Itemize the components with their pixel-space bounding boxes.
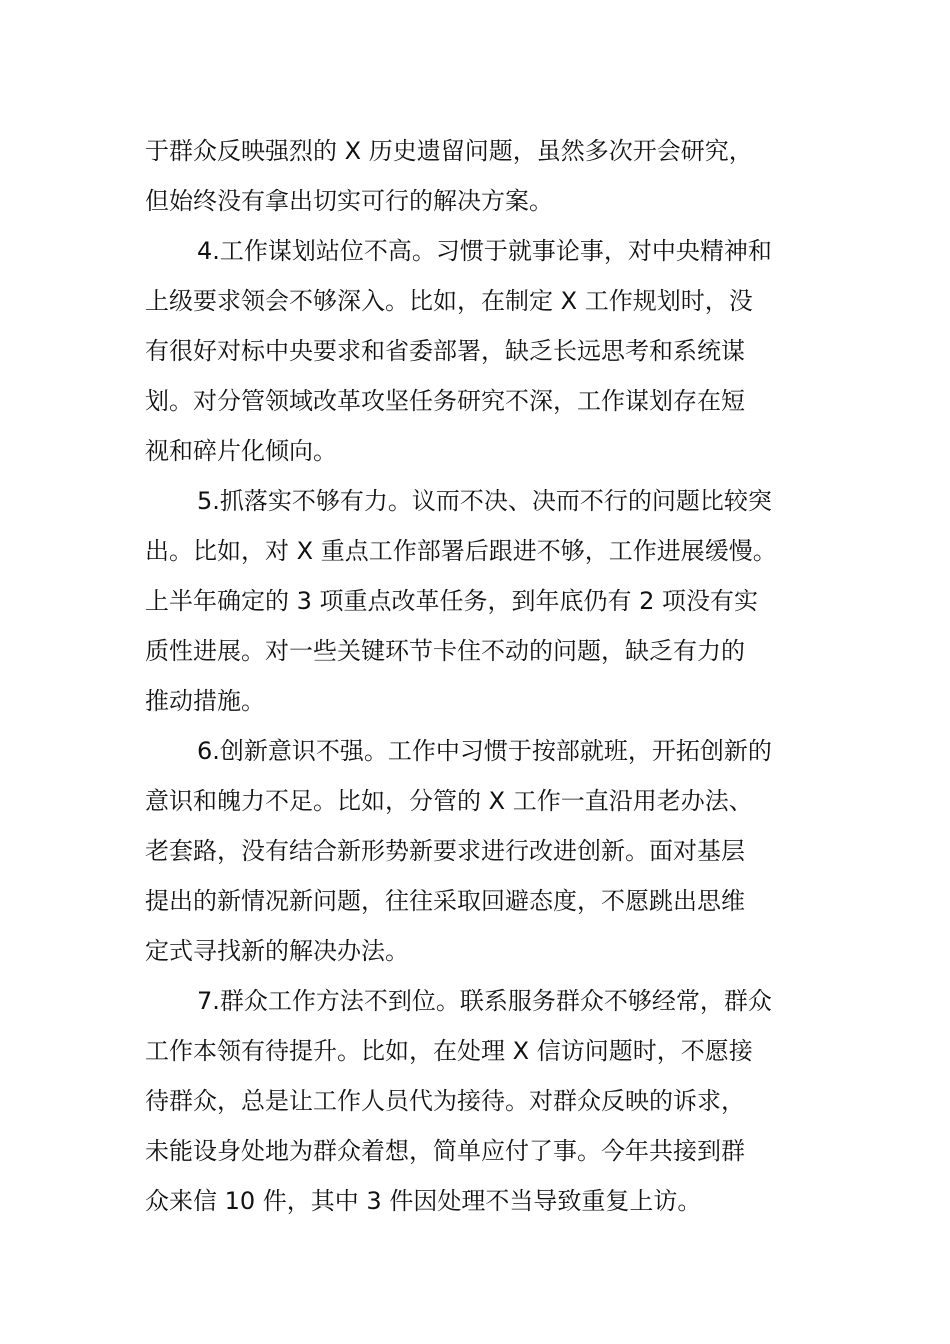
paragraph-line: 意识和魄力不足。比如，分管的 X 工作一直沿用老办法、 xyxy=(145,787,753,815)
paragraph-line: 老套路，没有结合新形势新要求进行改进创新。面对基层 xyxy=(145,837,745,865)
paragraph-line: 上级要求领会不够深入。比如，在制定 X 工作规划时，没 xyxy=(145,287,753,315)
paragraph-line: 视和碎片化倾向。 xyxy=(145,437,337,465)
paragraph-line: 待群众，总是让工作人员代为接待。对群众反映的诉求， xyxy=(145,1087,745,1115)
paragraph-heading-line: 7.群众工作方法不到位。联系服务群众不够经常，群众 xyxy=(197,987,772,1015)
paragraph-line: 划。对分管领域改革攻坚任务研究不深，工作谋划存在短 xyxy=(145,387,745,415)
paragraph-line: 工作本领有待提升。比如，在处理 X 信访问题时，不愿接 xyxy=(145,1037,753,1065)
paragraph-line: 质性进展。对一些关键环节卡住不动的问题，缺乏有力的 xyxy=(145,637,745,665)
paragraph-item-4 xyxy=(145,226,810,476)
paragraph-line: 出。比如，对 X 重点工作部署后跟进不够，工作进展缓慢。 xyxy=(145,537,777,565)
paragraph-line: 上半年确定的 3 项重点改革任务，到年底仍有 2 项没有实 xyxy=(145,587,759,615)
paragraph-line: 有很好对标中央要求和省委部署，缺乏长远思考和系统谋 xyxy=(145,337,745,365)
paragraph-line: 未能设身处地为群众着想，简单应付了事。今年共接到群 xyxy=(145,1137,745,1165)
document-body xyxy=(145,126,810,1226)
paragraph-intro-continuation xyxy=(145,126,810,226)
paragraph-line: 提出的新情况新问题，往往采取回避态度，不愿跳出思维 xyxy=(145,887,745,915)
paragraph-line: 推动措施。 xyxy=(145,687,265,715)
paragraph-item-7 xyxy=(145,976,810,1226)
paragraph-item-5 xyxy=(145,476,810,726)
paragraph-item-6 xyxy=(145,726,810,976)
paragraph-line: 于群众反映强烈的 X 历史遗留问题，虽然多次开会研究， xyxy=(145,137,753,165)
paragraph-line: 定式寻找新的解决办法。 xyxy=(145,937,409,965)
paragraph-heading-line: 5.抓落实不够有力。议而不决、决而不行的问题比较突 xyxy=(197,487,772,515)
paragraph-line: 但始终没有拿出切实可行的解决方案。 xyxy=(145,187,553,215)
paragraph-heading-line: 6.创新意识不强。工作中习惯于按部就班，开拓创新的 xyxy=(197,737,772,765)
paragraph-heading-line: 4.工作谋划站位不高。习惯于就事论事，对中央精神和 xyxy=(197,237,772,265)
paragraph-line: 众来信 10 件，其中 3 件因处理不当导致重复上访。 xyxy=(145,1187,702,1215)
